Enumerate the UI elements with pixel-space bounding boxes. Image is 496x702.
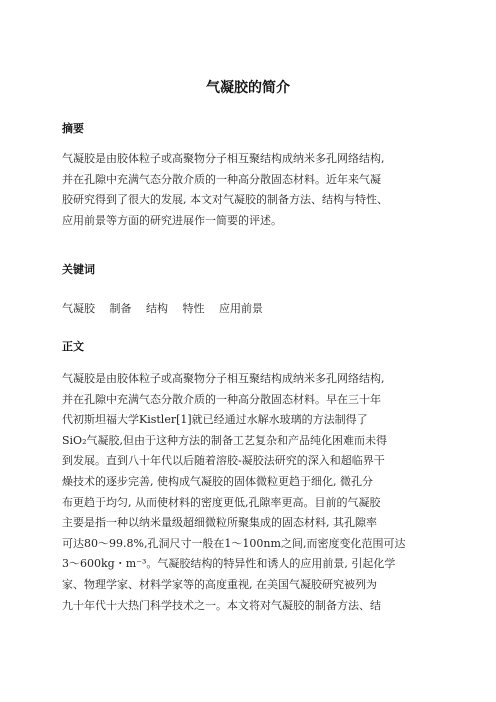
body-line: 代初斯坦福大学Kistler[1]就已经通过水解水玻璃的方法制得了 [62,413,368,427]
body-line: 到发展。直到八十年代以后随着溶胶-凝胶法研究的深入和超临界干 [62,454,385,468]
document-title: 气凝胶的简介 [206,80,290,96]
abstract-heading: 摘要 [62,122,84,135]
abstract-line: 应用前景等方面的研究进展作一简要的评述。 [62,213,282,227]
body-line: 九十年代十大热门科学技术之一。本文将对气凝胶的制备方法、结 [62,598,381,612]
body-heading: 正文 [62,340,84,353]
abstract-line: 胶研究得到了很大的发展, 本文对气凝胶的制备方法、结构与特性、 [62,193,388,207]
body-line: 3～600kg・m⁻³。气凝胶结构的特异性和诱人的应用前景, 引起化学 [62,557,396,571]
body-paragraph [62,369,482,616]
abstract-line: 气凝胶是由胶体粒子或高聚物分子相互聚结构成纳米多孔网络结构, [62,152,385,165]
keyword: 气凝胶 [62,302,95,315]
keyword: 制备 [109,302,132,315]
body-line: 并在孔隙中充满气态分散介质的一种高分散固态材料。早在三十年 [62,392,381,406]
keywords-list [62,300,274,318]
keyword: 应用前景 [219,302,263,315]
body-line: 家、物理学家、材料学家等的高度重视, 在美国气凝胶研究被列为 [62,577,377,591]
abstract-paragraph [62,149,482,231]
keyword: 特性 [182,302,205,315]
body-line: 气凝胶是由胶体粒子或高聚物分子相互聚结构成纳米多孔网络结构, [62,372,385,385]
keywords-heading: 关键词 [62,263,95,276]
body-line: 主要是指一种以纳米量级超细微粒所聚集成的固态材料, 其孔隙率 [62,516,377,530]
abstract-line: 并在孔隙中充满气态分散介质的一种高分散固态材料。近年来气凝 [62,172,381,186]
keyword: 结构 [146,302,168,315]
body-line: 布更趋于均匀, 从而使材料的密度更低,孔隙率更高。目前的气凝胶 [62,495,381,509]
body-line: SiO₂气凝胶,但由于这种方法的制备工艺复杂和产品纯化困难而未得 [62,433,387,447]
body-line: 可达80～99.8%,孔洞尺寸一般在1～100nm之间,而密度变化范围可达 [62,536,406,550]
body-line: 燥技术的逐步完善, 使构成气凝胶的固体微粒更趋于细化, 微孔分 [62,474,373,488]
